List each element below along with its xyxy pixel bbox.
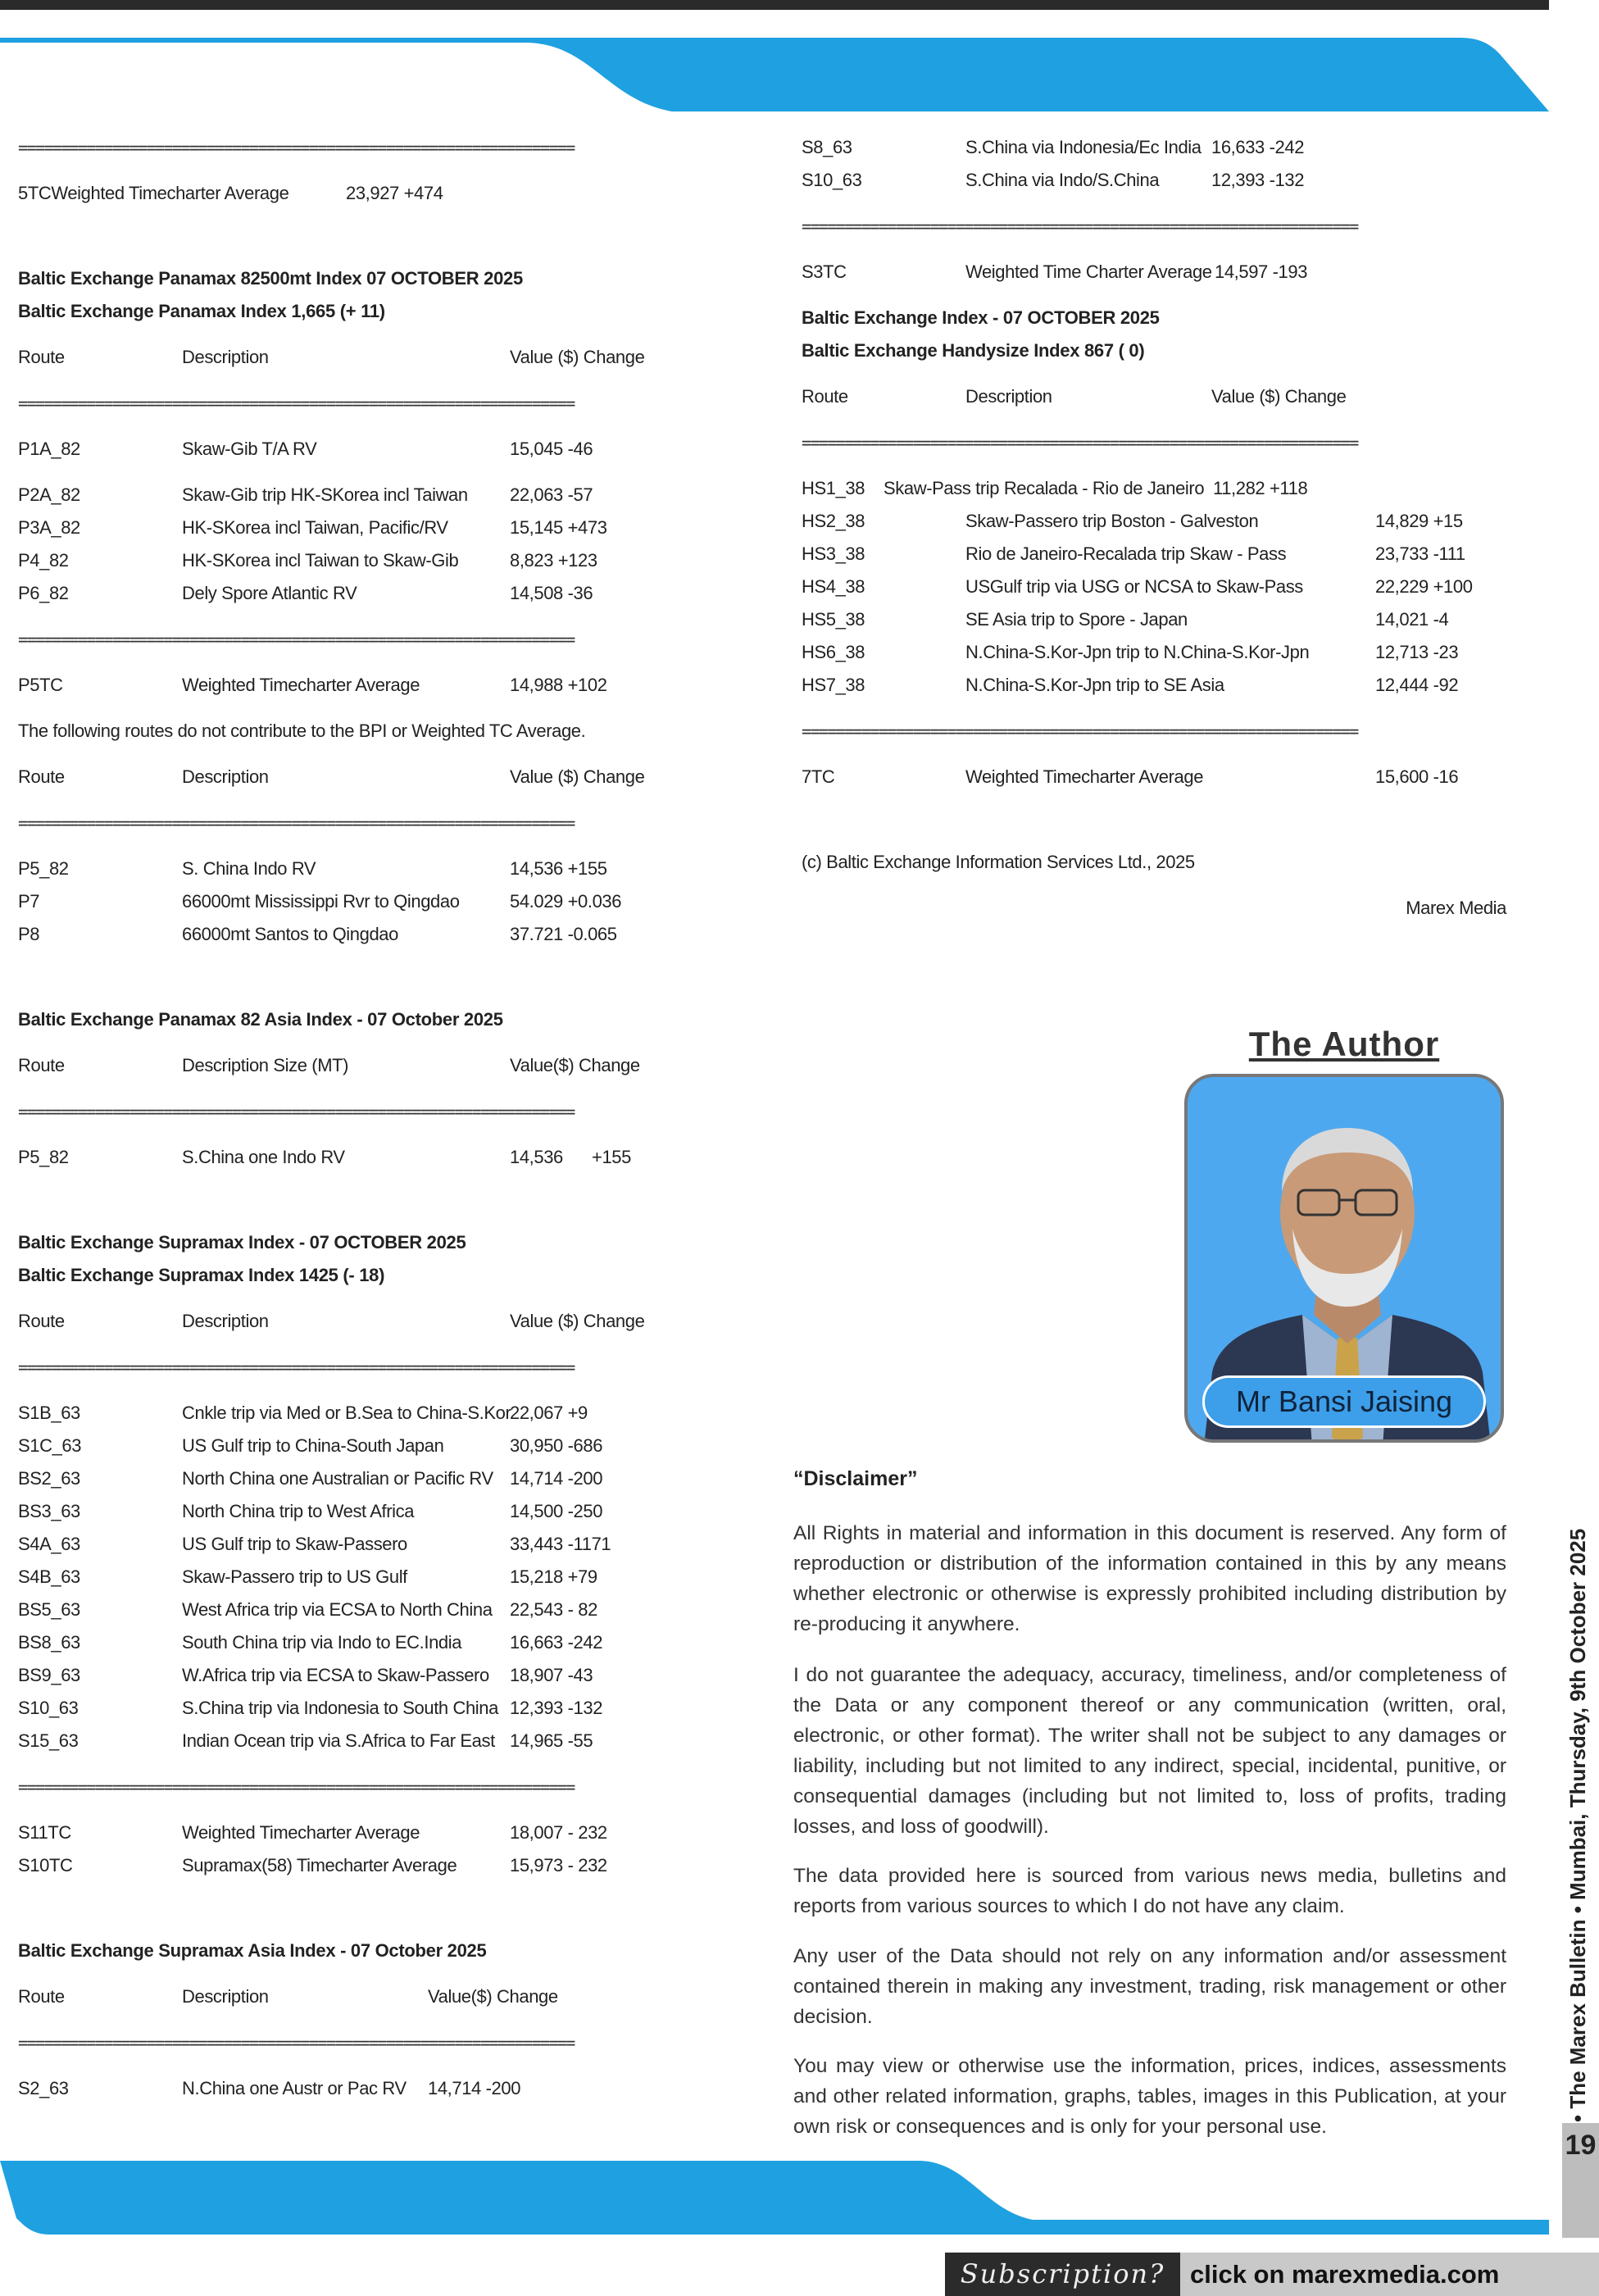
separator: ================================================================= [18,1777,575,1797]
route-code: HS6_38 [802,642,865,662]
route-description: USGulf trip via USG or NCSA to Skaw-Pass [965,576,1303,597]
route-code: S10TC [18,1855,73,1875]
table-row [18,2072,674,2105]
header-route: Route [18,1311,65,1331]
route-value: 23,733 -111 [1375,543,1465,564]
separator: ================================================================= [802,433,1358,452]
route-code: P5TC [18,675,63,695]
table-header [802,380,1506,413]
route-code: S15_63 [18,1730,79,1751]
average-row [18,1849,674,1882]
route-code: P5_82 [18,1147,69,1167]
route-description: Skaw-Gib T/A RV [182,439,317,459]
average-row [802,256,1506,289]
separator: ================================================================= [18,630,575,649]
copyright: (c) Baltic Exchange Information Services Ltd., 2025 [802,852,1195,872]
route-code: HS2_38 [802,511,865,531]
left-column [18,131,674,2105]
route-description: Skaw-Passero trip to US Gulf [182,1566,407,1587]
route-code: P6_82 [18,583,69,603]
separator: ================================================================= [18,813,575,833]
route-description: Weighted Timecharter Average [965,766,1204,787]
subscription-link[interactable]: click on marexmedia.com [1180,2253,1599,2296]
table-row [802,571,1506,603]
route-code: HS1_38 [802,478,865,498]
header-description: Description [182,766,269,787]
route-value: 23,927 +474 [346,183,443,203]
route-value: 33,443 -1171 [510,1534,611,1554]
panamax-asia-heading: Baltic Exchange Panamax 82 Asia Index - 07 October 2025 [18,1009,503,1030]
table-row [18,1725,674,1757]
route-description: S.China one Indo RV [182,1147,345,1167]
top-bar [0,0,1549,10]
disclaimer-title: “Disclaimer” [793,1467,918,1490]
sidebar-text: • The Marex Bulletin • Mumbai, Thursday, 9th October 2025 [1565,1528,1590,2122]
route-value: 16,663 -242 [510,1632,603,1653]
route-description: S.China via Indo/S.China [965,170,1160,190]
table-row [18,544,674,577]
disclaimer-paragraph: Any user of the Data should not rely on any information and/or assessment contained therein in making any investment, trading, risk management or other decision. [793,1945,1506,2028]
route-code: S1B_63 [18,1403,80,1423]
route-value: 14,500 -250 [510,1501,603,1521]
route-description: W.Africa trip via ECSA to Skaw-Passero [182,1665,489,1685]
disclaimer-paragraph: I do not guarantee the adequacy, accuracy, timeliness, and/or completeness of the Data or any component thereof or any communication (written, oral, electronic, or other format). The writer shall not be subject to any damages or liability, including but not limited to any indirect, special, incidental, punitive, or consequential damages (including but not limited to, loss of profits, trading losses, and loss of goodwill). [793,1664,1506,1838]
route-code: P1A_82 [18,439,80,459]
route-description: US Gulf trip to Skaw-Passero [182,1534,407,1554]
route-value: 12,713 -23 [1375,642,1459,662]
route-description: 66000mt Santos to Qingdao [182,924,398,944]
contribution-note: The following routes do not contribute to the BPI or Weighted TC Average. [18,721,586,741]
route-code: P8 [18,924,40,944]
table-row [18,511,674,544]
separator: ================================================================= [18,393,575,413]
header-description: Description Size (MT) [182,1055,349,1075]
table-row [18,1430,674,1462]
route-description: Skaw-Gib trip HK-SKorea incl Taiwan [182,484,468,505]
table-header [18,341,674,374]
header-description: Description [182,1311,269,1331]
header-value: Value ($) Change [510,1311,645,1331]
route-code: HS3_38 [802,543,865,564]
handysize-index: Baltic Exchange Handysize Index 867 ( 0) [802,340,1145,361]
table-row [802,164,1506,197]
route-value: 54.029 +0.036 [510,891,622,912]
average-row [18,1816,674,1849]
route-code: S4A_63 [18,1534,80,1554]
route-code: HS4_38 [802,576,865,597]
route-value: 22,067 +9 [510,1403,588,1423]
route-code: P5_82 [18,858,69,879]
sidebar-strip [1557,1528,1598,2122]
header-route: Route [18,1055,65,1075]
tc5-row [18,177,674,210]
disclaimer-paragraph: You may view or otherwise use the information, prices, indices, assessments and other related information, graphs, tables, images in this Publication, at your own risk or consequences and is only for your personal use. [793,2055,1506,2138]
table-row [18,1397,674,1430]
route-code: S8_63 [802,137,852,157]
route-value: 12,393 -132 [510,1698,603,1718]
table-header [18,761,674,793]
top-blue-band [0,38,1599,113]
route-value: 22,543 - 82 [510,1599,597,1620]
table-header [18,1305,674,1338]
route-value: 15,600 -16 [1375,766,1459,787]
author-title: The Author [1248,1025,1440,1063]
route-description: SE Asia trip to Spore - Japan [965,609,1188,630]
table-row [18,433,674,466]
table-row [18,1495,674,1528]
table-row [18,1528,674,1561]
route-code: BS9_63 [18,1665,80,1685]
route-value: 14,021 -4 [1375,609,1449,630]
route-description: Indian Ocean trip via S.Africa to Far East [182,1730,495,1751]
table-header [18,1049,674,1082]
route-value: 14,536 [510,1147,563,1167]
separator: ================================================================= [802,216,1358,236]
header-value: Value($) Change [428,1986,558,2007]
route-value: 15,973 - 232 [510,1855,607,1875]
separator: ================================================================= [802,721,1358,741]
table-row [18,1561,674,1594]
header-value: Value($) Change [510,1055,640,1075]
route-description: 66000mt Mississippi Rvr to Qingdao [182,891,460,912]
route-value: 14,965 -55 [510,1730,593,1751]
route-code: S11TC [18,1822,71,1843]
table-row [18,1141,674,1174]
route-value: 14,508 -36 [510,583,593,603]
panamax-index: Baltic Exchange Panamax Index 1,665 (+ 11) [18,301,385,321]
route-description: Dely Spore Atlantic RV [182,583,357,603]
route-code: S1C_63 [18,1435,82,1456]
route-description: N.China-S.Kor-Jpn trip to SE Asia [965,675,1224,695]
separator: ================================================================= [18,1357,575,1377]
disclaimer-paragraph: The data provided here is sourced from various news media, bulletins and reports from various sources to which I do not have any claim. [793,1865,1506,1917]
route-description: Skaw-Pass trip Recalada - Rio de Janeiro [884,478,1205,498]
route-code: S2_63 [18,2078,69,2098]
header-description: Description [182,1986,269,2007]
route-code: BS8_63 [18,1632,80,1653]
supramax-heading: Baltic Exchange Supramax Index - 07 OCTOBER 2025 [18,1232,466,1253]
header-route: Route [18,1986,65,2007]
table-header [18,1980,674,2013]
table-row [18,1692,674,1725]
author-photo [1184,1074,1504,1443]
route-value: 14,714 -200 [510,1468,603,1489]
route-code: BS3_63 [18,1501,80,1521]
route-value: 18,007 - 232 [510,1822,607,1843]
route-description: Supramax(58) Timecharter Average [182,1855,457,1875]
route-description: HK-SKorea incl Taiwan to Skaw-Gib [182,550,459,571]
credit: Marex Media [1406,898,1506,918]
route-code: P3A_82 [18,517,80,538]
route-value: 12,393 -132 [1211,170,1305,190]
route-value: 14,536 +155 [510,858,607,879]
table-row [802,538,1506,571]
route-code: P2A_82 [18,484,80,505]
panamax-heading: Baltic Exchange Panamax 82500mt Index 07 OCTOBER 2025 [18,268,523,289]
table-row [802,603,1506,636]
route-description: North China one Australian or Pacific RV [182,1468,493,1489]
route-value: 30,950 -686 [510,1435,603,1456]
route-code: S3TC [802,261,847,282]
table-row [18,885,674,918]
route-description: North China trip to West Africa [182,1501,415,1521]
supramax-asia-heading: Baltic Exchange Supramax Asia Index - 07 October 2025 [18,1940,487,1961]
table-row [802,505,1506,538]
route-value: 15,145 +473 [510,517,607,538]
separator: ================================================================= [18,2033,575,2053]
route-value: 8,823 +123 [510,550,597,571]
table-row [18,1659,674,1692]
page-number: 19 [1562,2123,1599,2238]
route-description: S.China via Indonesia/Ec India [965,137,1202,157]
route-value: 15,218 +79 [510,1566,597,1587]
route-value: 15,045 -46 [510,439,593,459]
header-description: Description [965,386,1052,407]
table-row [18,577,674,610]
table-row [802,669,1506,702]
route-code: P4_82 [18,550,69,571]
route-code: 5TCWeighted Timecharter Average [18,183,289,203]
header-description: Description [182,347,269,367]
route-code: HS5_38 [802,609,865,630]
route-description: Cnkle trip via Med or B.Sea to China-S.Kor [182,1403,511,1423]
route-value: 22,229 +100 [1375,576,1473,597]
table-row [802,472,1506,505]
route-description: Weighted Timecharter Average [182,675,420,695]
route-description: S. China Indo RV [182,858,316,879]
header-route: Route [802,386,848,407]
header-route: Route [18,766,65,787]
separator: ================================================================= [18,1102,575,1121]
route-change: +155 [592,1147,631,1167]
route-code: BS2_63 [18,1468,80,1489]
route-code: S4B_63 [18,1566,80,1587]
table-row [18,479,674,511]
route-value: 12,444 -92 [1375,675,1459,695]
average-row [18,669,674,702]
route-description: N.China one Austr or Pac RV [182,2078,407,2098]
separator: ================================================================= [18,138,575,157]
bottom-blue-band [0,2161,1557,2235]
route-value: 14,714 -200 [428,2078,521,2098]
route-value: 14,597 -193 [1215,261,1308,282]
table-row [18,1626,674,1659]
route-description: HK-SKorea incl Taiwan, Pacific/RV [182,517,448,538]
table-row [18,1462,674,1495]
right-column [802,131,1506,925]
route-value: 18,907 -43 [510,1665,593,1685]
route-description: S.China trip via Indonesia to South China [182,1698,498,1718]
subscription-label: Subscription? [945,2253,1180,2296]
route-value: 22,063 -57 [510,484,593,505]
route-description: South China trip via Indo to EC.India [182,1632,462,1653]
route-code: S10_63 [18,1698,79,1718]
route-description: US Gulf trip to China-South Japan [182,1435,444,1456]
route-code: 7TC [802,766,835,787]
route-value: 37.721 -0.065 [510,924,617,944]
disclaimer-paragraph: All Rights in material and information in this document is reserved. Any form of reproduction or distribution of the information contained in this by any means whether electronic or otherwise is expressly prohibited including distribution by re-producing it anywhere. [793,1522,1506,1635]
header-value: Value ($) Change [510,347,645,367]
route-code: S10_63 [802,170,862,190]
route-value: 16,633 -242 [1211,137,1305,157]
table-row [18,852,674,885]
route-code: BS5_63 [18,1599,80,1620]
table-row [802,131,1506,164]
header-value: Value ($) Change [1211,386,1347,407]
route-description: Weighted Time Charter Average [965,261,1212,282]
author-name: Mr Bansi Jaising [1202,1375,1486,1428]
header-route: Route [18,347,65,367]
route-description: Weighted Timecharter Average [182,1822,420,1843]
route-code: HS7_38 [802,675,865,695]
table-row [18,1594,674,1626]
route-code: P7 [18,891,40,912]
route-value: 14,829 +15 [1375,511,1463,531]
route-value: 14,988 +102 [510,675,607,695]
header-value: Value ($) Change [510,766,645,787]
supramax-index: Baltic Exchange Supramax Index 1425 (- 18) [18,1265,385,1285]
handysize-heading: Baltic Exchange Index - 07 OCTOBER 2025 [802,307,1160,328]
route-description: Rio de Janeiro-Recalada trip Skaw - Pass [965,543,1287,564]
table-row [802,636,1506,669]
route-description: N.China-S.Kor-Jpn trip to N.China-S.Kor-Jpn [965,642,1310,662]
route-description: West Africa trip via ECSA to North China [182,1599,493,1620]
average-row [802,761,1506,793]
table-row [18,918,674,951]
route-value: 11,282 +118 [1213,478,1308,498]
route-description: Skaw-Passero trip Boston - Galveston [965,511,1259,531]
